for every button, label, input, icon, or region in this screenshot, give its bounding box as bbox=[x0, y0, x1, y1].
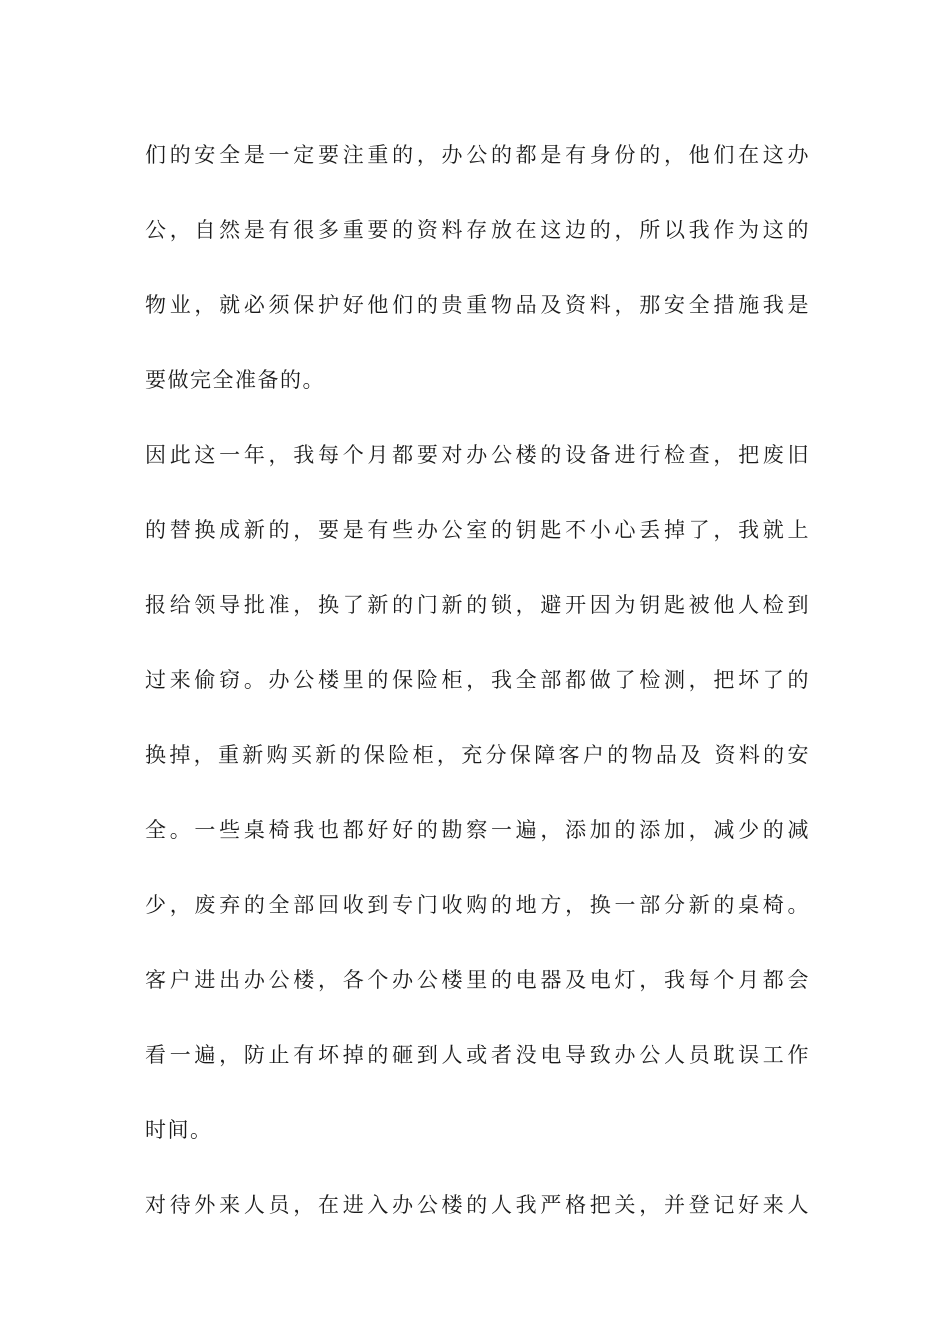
text-line: 看一遍，防止有坏掉的砸到人或者没电导致办公人员耽误工作 bbox=[145, 1043, 810, 1067]
text-line: 全。一些桌椅我也都好好的勘察一遍，添加的添加，减少的减 bbox=[145, 818, 810, 842]
text-line: 因此这一年，我每个月都要对办公楼的设备进行检查，把废旧 bbox=[145, 443, 810, 467]
text-line: 时间。 bbox=[145, 1118, 213, 1142]
text-line: 换掉，重新购买新的保险柜，充分保障客户的物品及 资料的安 bbox=[145, 743, 810, 767]
text-line: 的替换成新的，要是有些办公室的钥匙不小心丢掉了，我就上 bbox=[145, 518, 810, 542]
document-body bbox=[145, 131, 810, 1256]
text-line: 过来偷窃。办公楼里的保险柜，我全部都做了检测，把坏了的 bbox=[145, 668, 810, 692]
text-line: 少，废弃的全部回收到专门收购的地方，换一部分新的桌椅。 bbox=[145, 893, 810, 917]
text-line: 客户进出办公楼，各个办公楼里的电器及电灯，我每个月都会 bbox=[145, 968, 810, 992]
text-line: 物业，就必须保护好他们的贵重物品及资料，那安全措施我是 bbox=[145, 293, 810, 317]
text-line: 要做完全准备的。 bbox=[145, 368, 325, 392]
text-line: 对待外来人员，在进入办公楼的人我严格把关，并登记好来人 bbox=[145, 1193, 810, 1217]
text-line: 报给领导批准，换了新的门新的锁，避开因为钥匙被他人检到 bbox=[145, 593, 810, 617]
text-line: 公，自然是有很多重要的资料存放在这边的，所以我作为这的 bbox=[145, 218, 810, 242]
text-line: 们的安全是一定要注重的，办公的都是有身份的，他们在这办 bbox=[145, 143, 810, 167]
